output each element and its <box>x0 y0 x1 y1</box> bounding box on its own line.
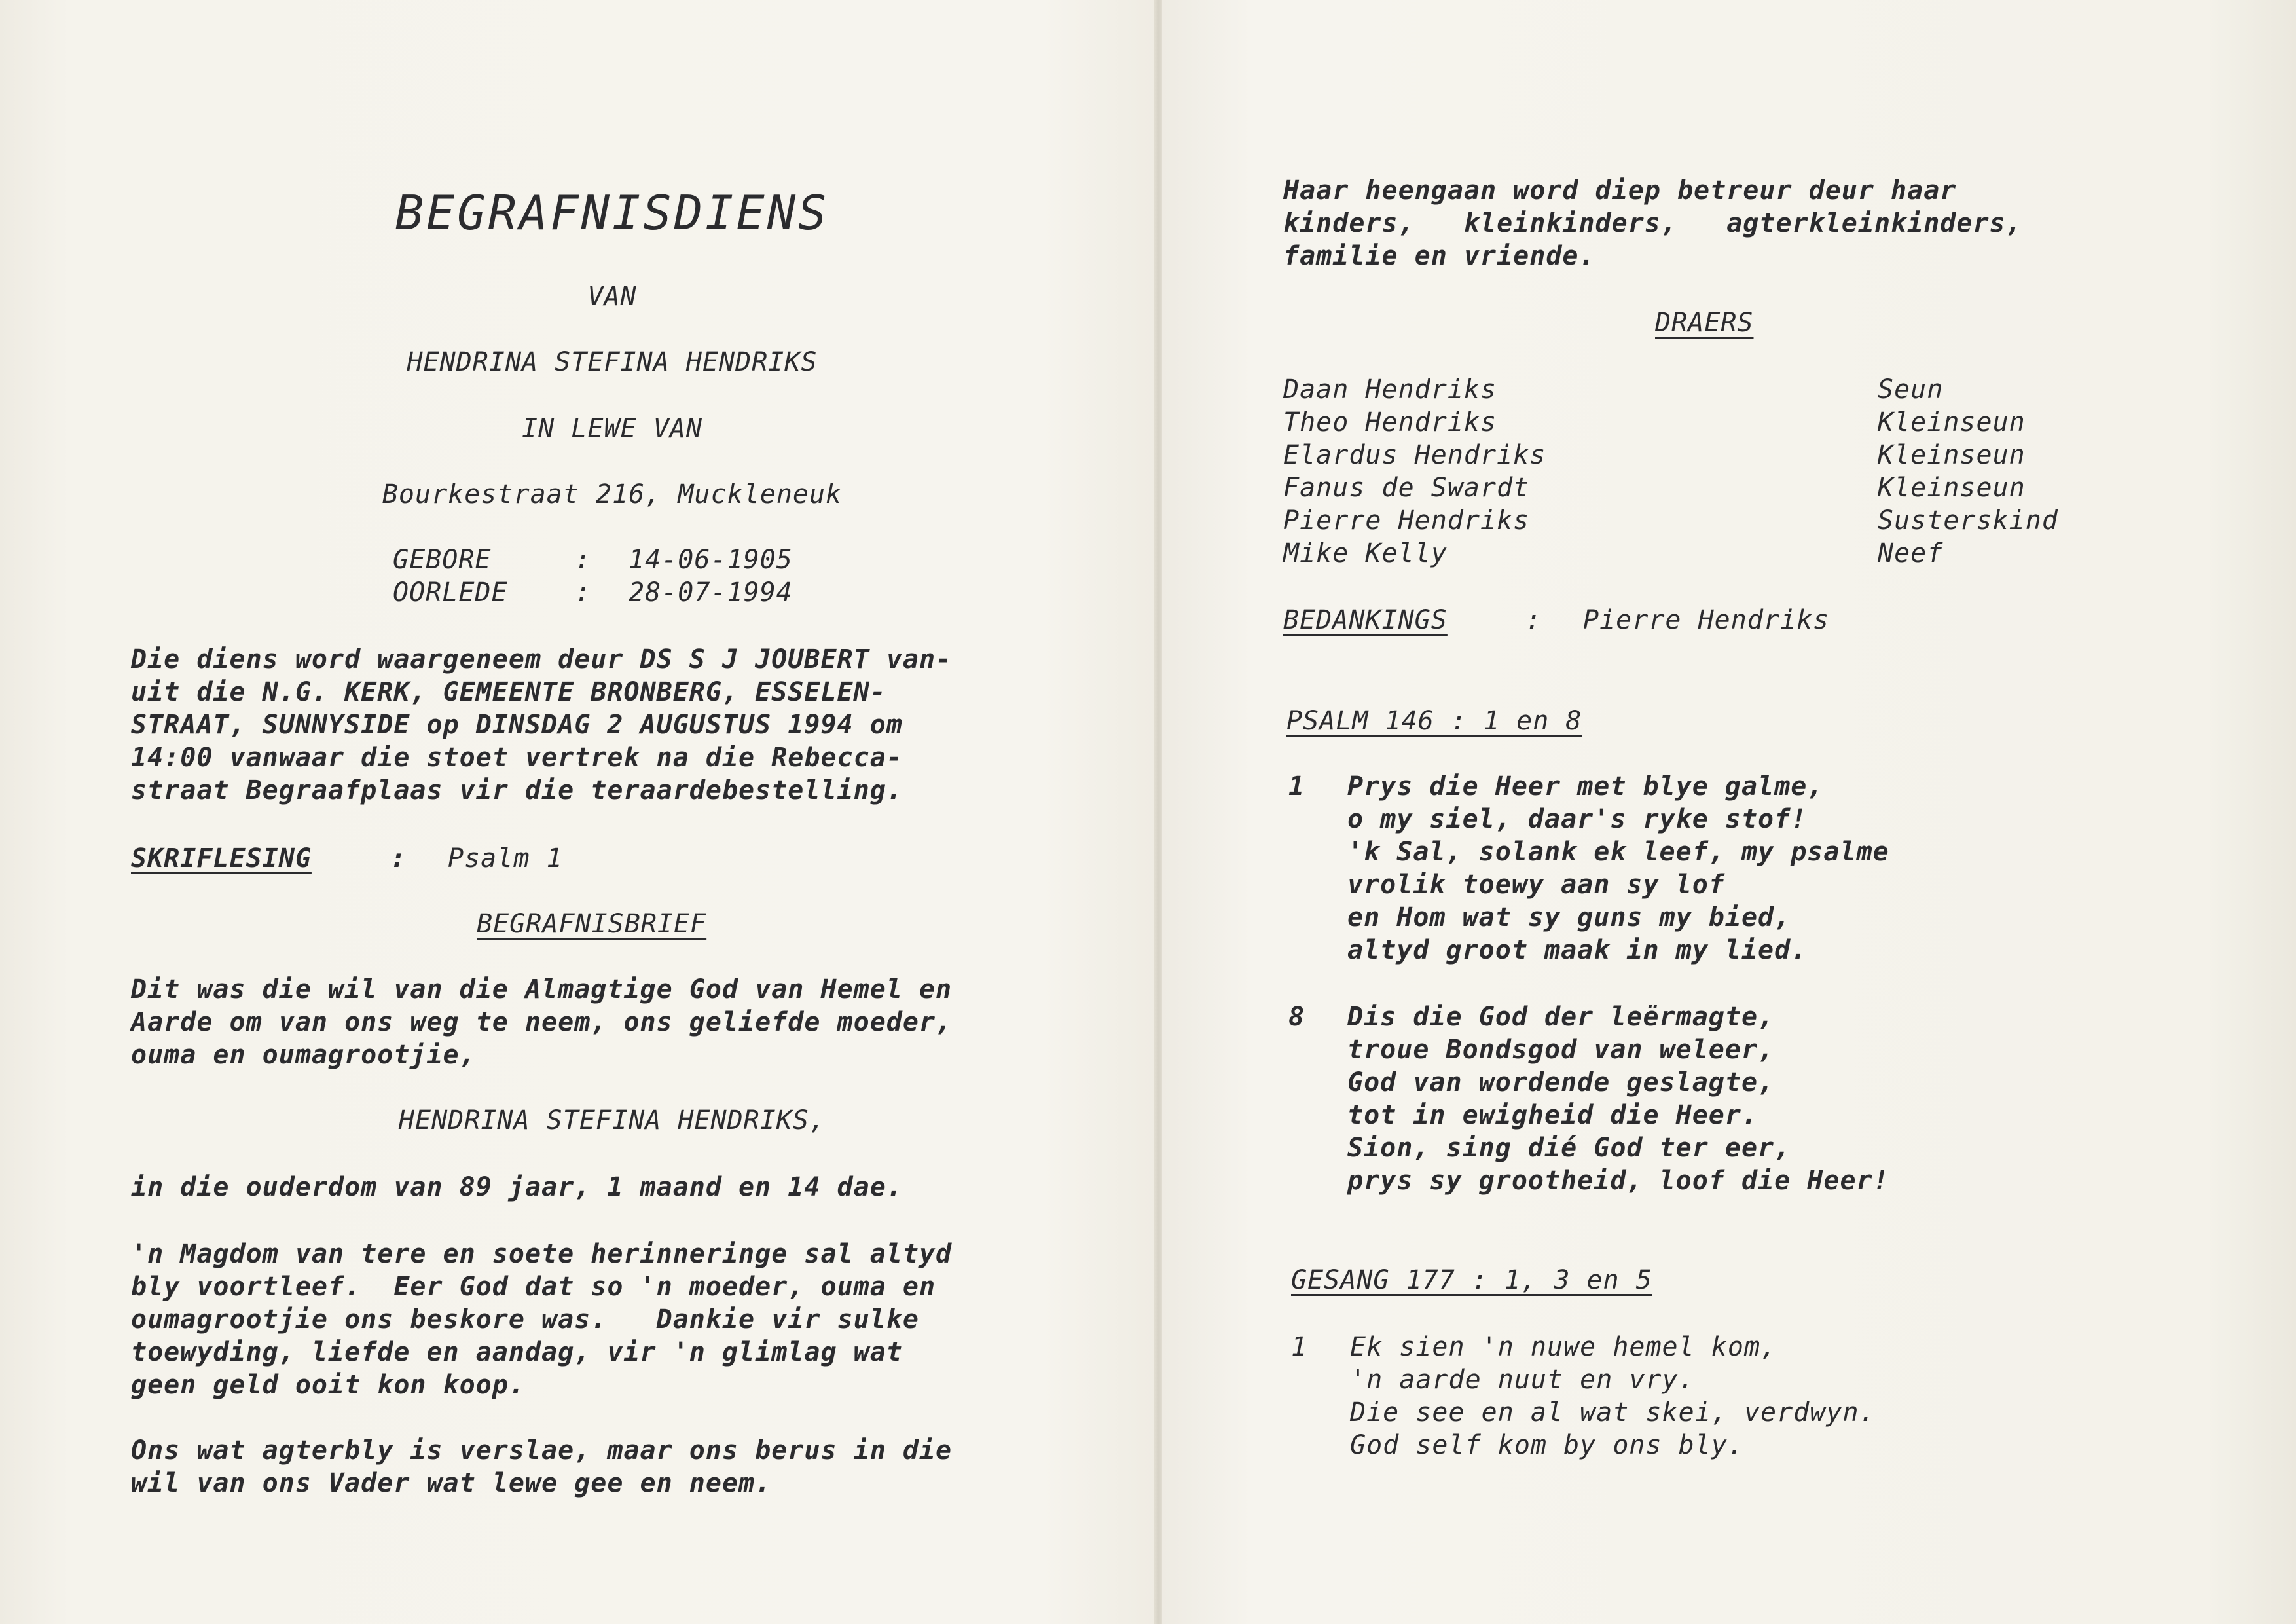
letter-text-line: Aarde om van ons weg te neem, ons geliefde moeder, <box>131 1007 953 1037</box>
letter-heading: BEGRAFNISBRIEF <box>477 909 707 939</box>
service-text-line: 14:00 vanwaar die stoet vertrek na die Rebecca- <box>131 743 903 773</box>
gesang-verse-line: God self kom by ons bly. <box>1350 1430 1744 1460</box>
died-label: OORLEDE <box>393 578 508 608</box>
psalm-verse-line: vrolik toewy aan sy lof <box>1347 870 1725 900</box>
died-date: 28-07-1994 <box>629 578 793 608</box>
service-text-line: uit die N.G. KERK, GEMEENTE BRONBERG, ESSELEN- <box>131 677 886 707</box>
psalm-verse-line: o my siel, daar's ryke stof! <box>1347 804 1808 834</box>
died-separator: : <box>575 578 592 608</box>
gesang-heading: GESANG 177 : 1, 3 en 5 <box>1291 1265 1652 1295</box>
psalm-verse-number: 1 <box>1288 771 1305 802</box>
letter-text-line: bly voortleef. Eer God dat so 'n moeder, ouma en <box>131 1272 936 1302</box>
reading-value: Psalm 1 <box>448 843 563 874</box>
bearer-name: Fanus de Swardt <box>1283 473 1530 503</box>
psalm-verse-line: Prys die Heer met blye galme, <box>1347 771 1824 802</box>
born-label: GEBORE <box>393 545 492 575</box>
bearer-name: Pierre Hendriks <box>1283 506 1530 536</box>
psalm-verse-line: Dis die God der leërmagte, <box>1347 1002 1775 1032</box>
gesang-verse-line: 'n aarde nuut en vry. <box>1350 1365 1695 1395</box>
service-text-line: straat Begraafplaas vir die teraardebestelling. <box>131 775 903 805</box>
bearer-name: Elardus Hendriks <box>1283 440 1546 470</box>
thanks-label: BEDANKINGS <box>1283 605 1448 635</box>
reading-separator: : <box>390 843 407 874</box>
gesang-verse-line: Die see en al wat skei, verdwyn. <box>1350 1397 1876 1428</box>
reading-label: SKRIFLESING <box>131 843 312 874</box>
thanks-separator: : <box>1525 605 1542 635</box>
letter-text-line: oumagrootjie ons beskore was. Dankie vir sulke <box>131 1304 919 1335</box>
gesang-verse-line: Ek sien 'n nuwe hemel kom, <box>1350 1332 1777 1362</box>
letter-text-line: wil van ons Vader wat lewe gee en neem. <box>131 1468 772 1498</box>
born-separator: : <box>575 545 592 575</box>
bearer-relation: Neef <box>1878 538 1944 568</box>
psalm-verse-line: Sion, sing dié God ter eer, <box>1347 1133 1791 1163</box>
service-title: BEGRAFNISDIENS <box>395 185 829 240</box>
deceased-name: HENDRINA STEFINA HENDRIKS <box>407 347 818 377</box>
mourning-text-line: kinders, kleinkinders, agterkleinkinders, <box>1283 208 2022 238</box>
letter-age: in die ouderdom van 89 jaar, 1 maand en 14 dae. <box>131 1172 903 1202</box>
born-date: 14-06-1905 <box>629 545 793 575</box>
letter-text-line: geen geld ooit kon koop. <box>131 1370 525 1400</box>
letter-text-line: 'n Magdom van tere en soete herinneringe sal altyd <box>131 1239 953 1269</box>
letter-name: HENDRINA STEFINA HENDRIKS, <box>398 1105 826 1135</box>
letter-text-line: toewyding, liefde en aandag, vir 'n glimlag wat <box>131 1337 903 1367</box>
psalm-verse-line: prys sy grootheid, loof die Heer! <box>1347 1166 1889 1196</box>
mourning-text-line: familie en vriende. <box>1283 241 1595 271</box>
service-text-line: Die diens word waargeneem deur DS S J JOUBERT van- <box>131 644 953 674</box>
bearer-relation: Kleinseun <box>1878 407 2026 437</box>
address: Bourkestraat 216, Muckleneuk <box>382 479 843 509</box>
letter-text-line: Ons wat agterbly is verslae, maar ons berus in die <box>131 1435 953 1466</box>
psalm-verse-line: God van wordende geslagte, <box>1347 1067 1775 1098</box>
psalm-verse-line: troue Bondsgod van weleer, <box>1347 1035 1775 1065</box>
bearer-relation: Susterskind <box>1878 506 2058 536</box>
psalm-verse-line: altyd groot maak in my lied. <box>1347 935 1808 965</box>
mourning-text-line: Haar heengaan word diep betreur deur haar <box>1283 175 1957 206</box>
psalm-heading: PSALM 146 : 1 en 8 <box>1286 706 1582 736</box>
letter-text-line: Dit was die wil van die Almagtige God van Hemel en <box>131 974 953 1005</box>
psalm-verse-line: 'k Sal, solank ek leef, my psalme <box>1347 837 1889 867</box>
in-lewe-van-label: IN LEWE VAN <box>522 414 702 444</box>
psalm-verse-number: 8 <box>1288 1002 1305 1032</box>
bearer-name: Daan Hendriks <box>1283 375 1497 405</box>
bearer-relation: Seun <box>1878 375 1944 405</box>
bearer-name: Theo Hendriks <box>1283 407 1497 437</box>
bearer-name: Mike Kelly <box>1283 538 1448 568</box>
psalm-verse-line: en Hom wat sy guns my bied, <box>1347 902 1791 932</box>
bearers-heading: DRAERS <box>1655 308 1754 338</box>
bearer-relation: Kleinseun <box>1878 440 2026 470</box>
bearer-relation: Kleinseun <box>1878 473 2026 503</box>
thanks-value: Pierre Hendriks <box>1583 605 1830 635</box>
gesang-verse-number: 1 <box>1291 1332 1308 1362</box>
service-text-line: STRAAT, SUNNYSIDE op DINSDAG 2 AUGUSTUS 1994 om <box>131 710 903 740</box>
van-label: VAN <box>587 282 637 312</box>
psalm-verse-line: tot in ewigheid die Heer. <box>1347 1100 1758 1130</box>
letter-text-line: ouma en oumagrootjie, <box>131 1040 476 1070</box>
